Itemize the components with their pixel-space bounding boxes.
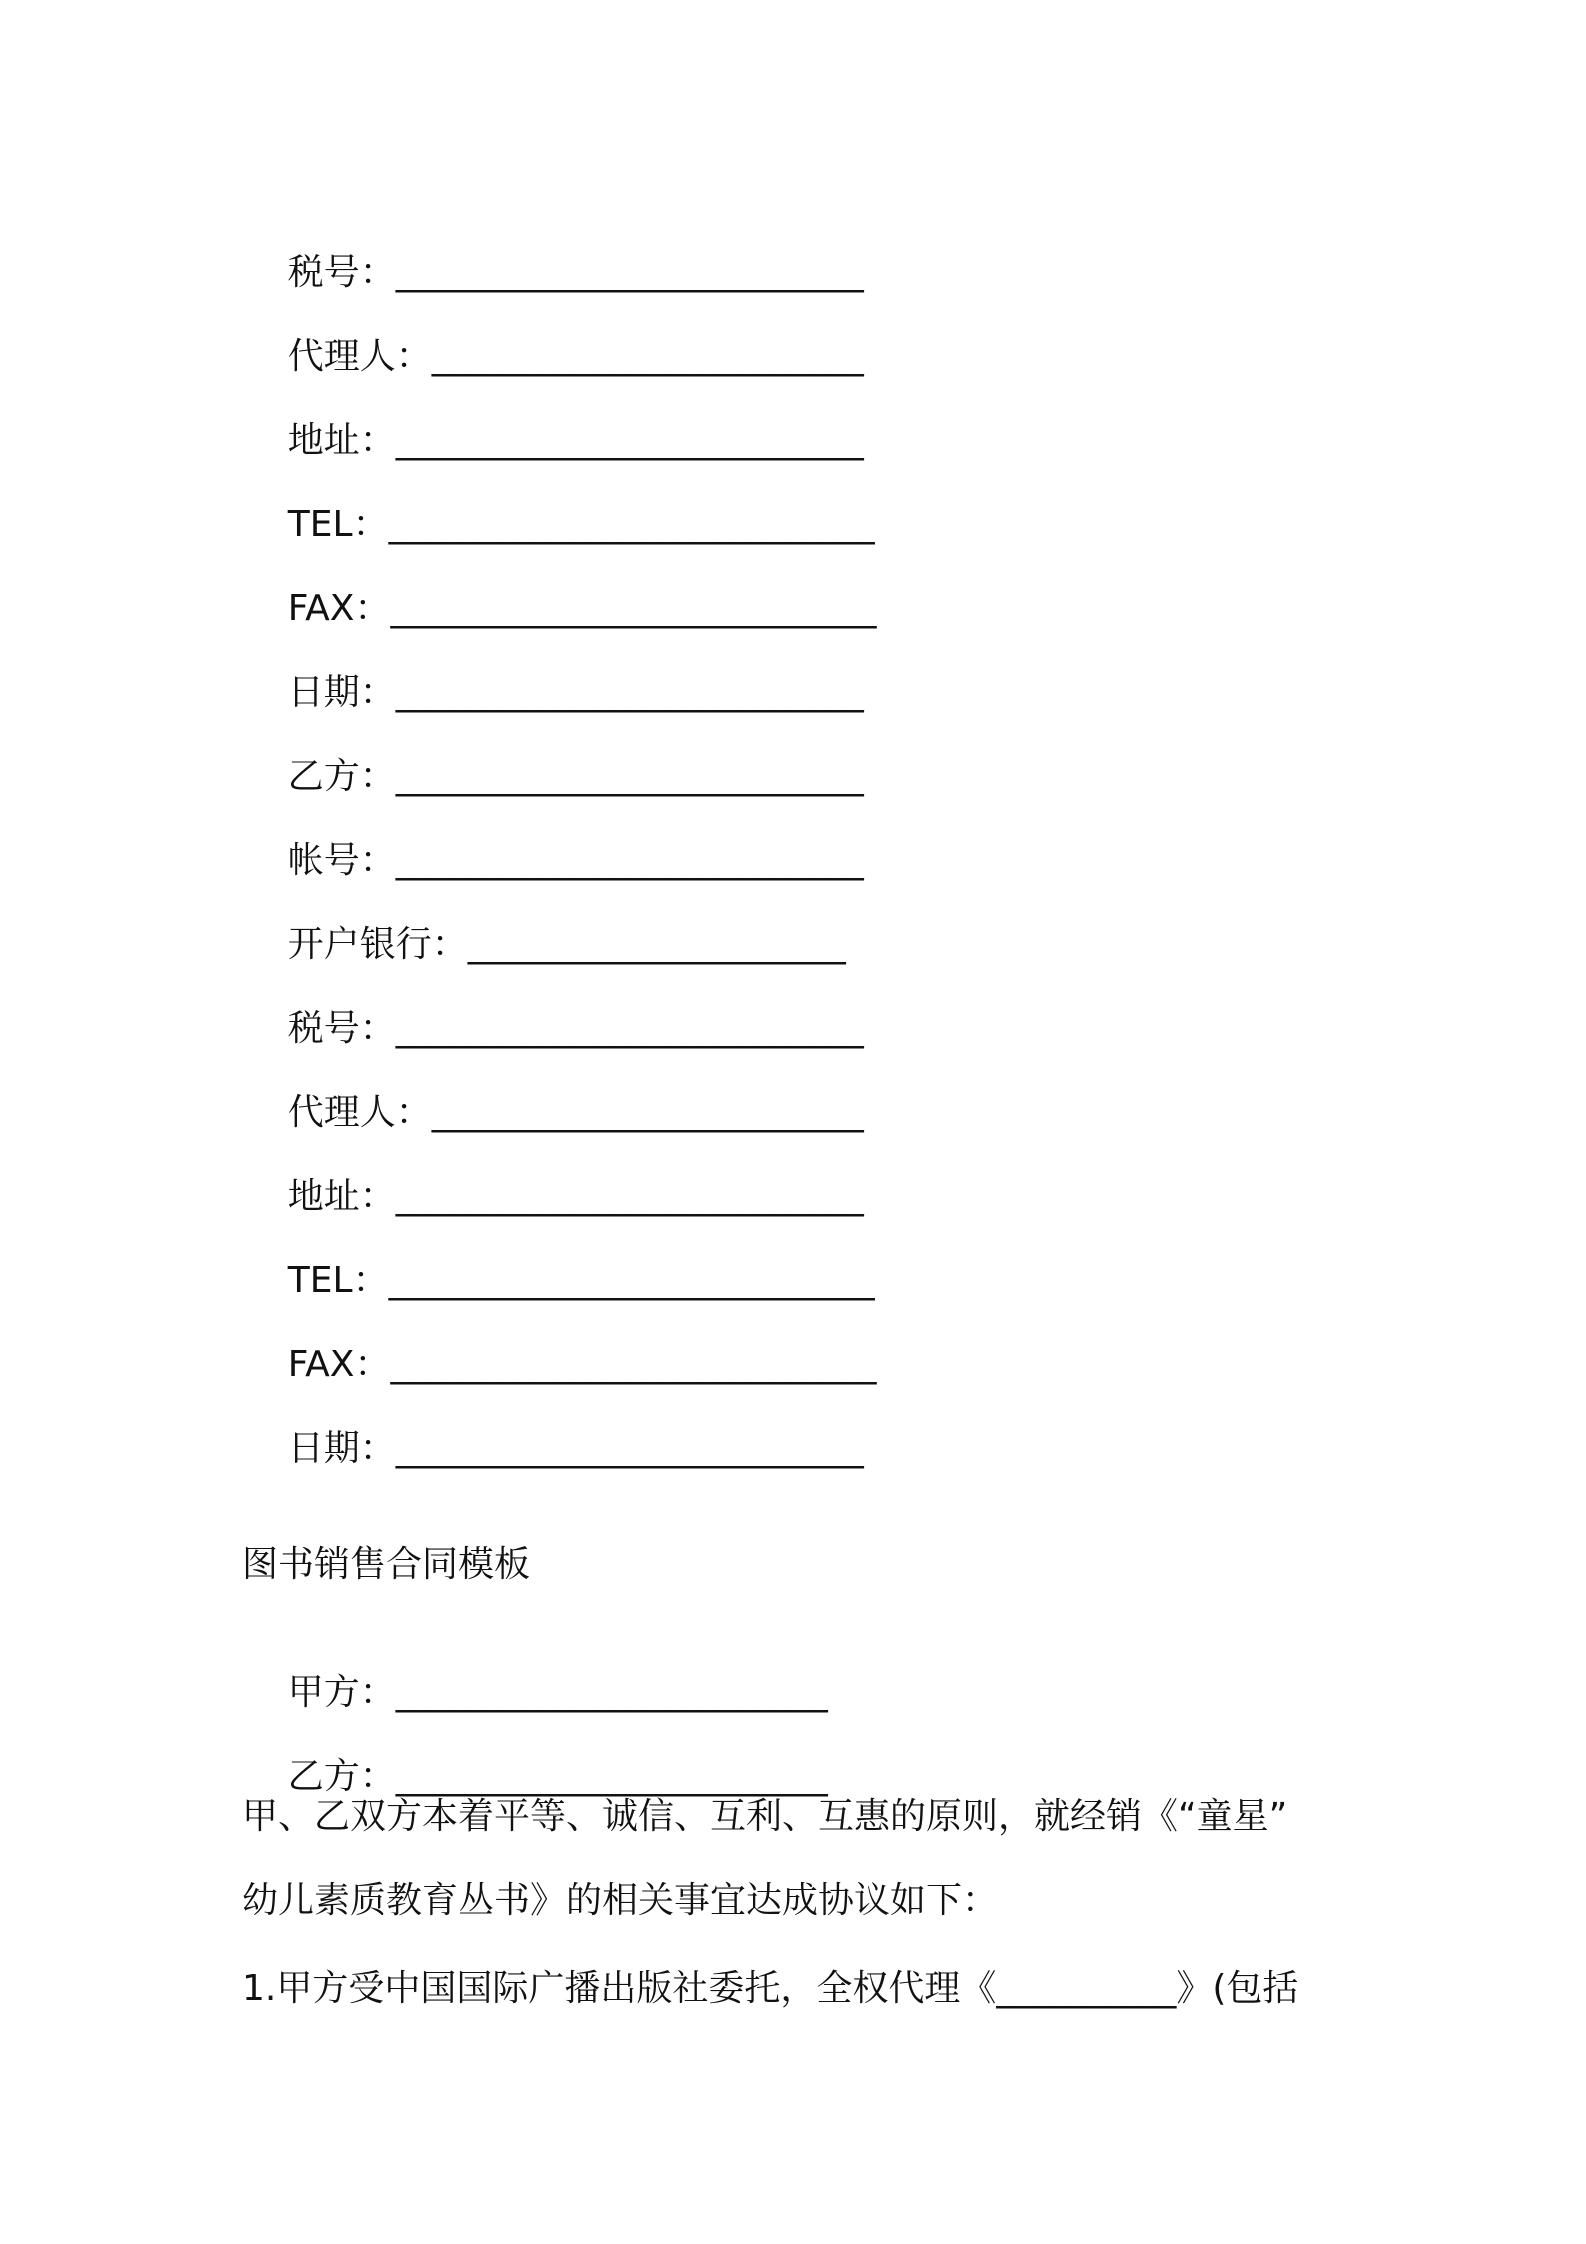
agent-label-2: 代理人： bbox=[287, 1092, 432, 1133]
date-line-2 bbox=[242, 1383, 864, 1515]
address-label-2: 地址： bbox=[287, 1176, 396, 1217]
party-b-label: 乙方： bbox=[287, 756, 396, 797]
contract-party-b-blank: ________________________ bbox=[395, 1756, 828, 1797]
fax-blank: ___________________________ bbox=[390, 588, 877, 629]
tax-number-blank-2: __________________________ bbox=[395, 1008, 864, 1049]
contract-title: 图书销售合同模板 bbox=[242, 1544, 531, 1585]
contract-clause-1: 1.甲方受中国国际广播出版社委托，全权代理《__________》(包括 bbox=[242, 1968, 1299, 2009]
tel-label: TEL： bbox=[287, 504, 389, 545]
agent-label: 代理人： bbox=[287, 336, 432, 377]
tax-number-label: 税号： bbox=[287, 252, 396, 293]
contract-party-b-label: 乙方： bbox=[287, 1756, 396, 1797]
bank-label: 开户银行： bbox=[287, 924, 468, 965]
account-label: 帐号： bbox=[287, 840, 396, 881]
fax-blank-2: ___________________________ bbox=[390, 1344, 877, 1385]
fax-label-2: FAX： bbox=[287, 1344, 391, 1385]
date-label: 日期： bbox=[287, 672, 396, 713]
date-blank: __________________________ bbox=[395, 672, 864, 713]
bank-blank: _____________________ bbox=[467, 924, 846, 965]
tax-number-blank: __________________________ bbox=[395, 252, 864, 293]
date-label-2: 日期： bbox=[287, 1428, 396, 1469]
tel-blank-2: ___________________________ bbox=[388, 1260, 875, 1301]
contract-paragraph-line-1: 甲、乙双方本着平等、诚信、互利、互惠的原则，就经销《“童星” bbox=[242, 1796, 1288, 1837]
tax-number-label-2: 税号： bbox=[287, 1008, 396, 1049]
contract-party-a-blank: ________________________ bbox=[395, 1672, 828, 1713]
fax-label: FAX： bbox=[287, 588, 391, 629]
agent-blank: ________________________ bbox=[431, 336, 864, 377]
agent-blank-2: ________________________ bbox=[431, 1092, 864, 1133]
address-blank-2: __________________________ bbox=[395, 1176, 864, 1217]
tel-label-2: TEL： bbox=[287, 1260, 389, 1301]
date-blank-2: __________________________ bbox=[395, 1428, 864, 1469]
address-label: 地址： bbox=[287, 420, 396, 461]
contract-party-a-label: 甲方： bbox=[287, 1672, 396, 1713]
party-b-blank: __________________________ bbox=[395, 756, 864, 797]
account-blank: __________________________ bbox=[395, 840, 864, 881]
address-blank: __________________________ bbox=[395, 420, 864, 461]
contract-paragraph-line-2: 幼儿素质教育丛书》的相关事宜达成协议如下： bbox=[242, 1880, 999, 1921]
tel-blank: ___________________________ bbox=[388, 504, 875, 545]
